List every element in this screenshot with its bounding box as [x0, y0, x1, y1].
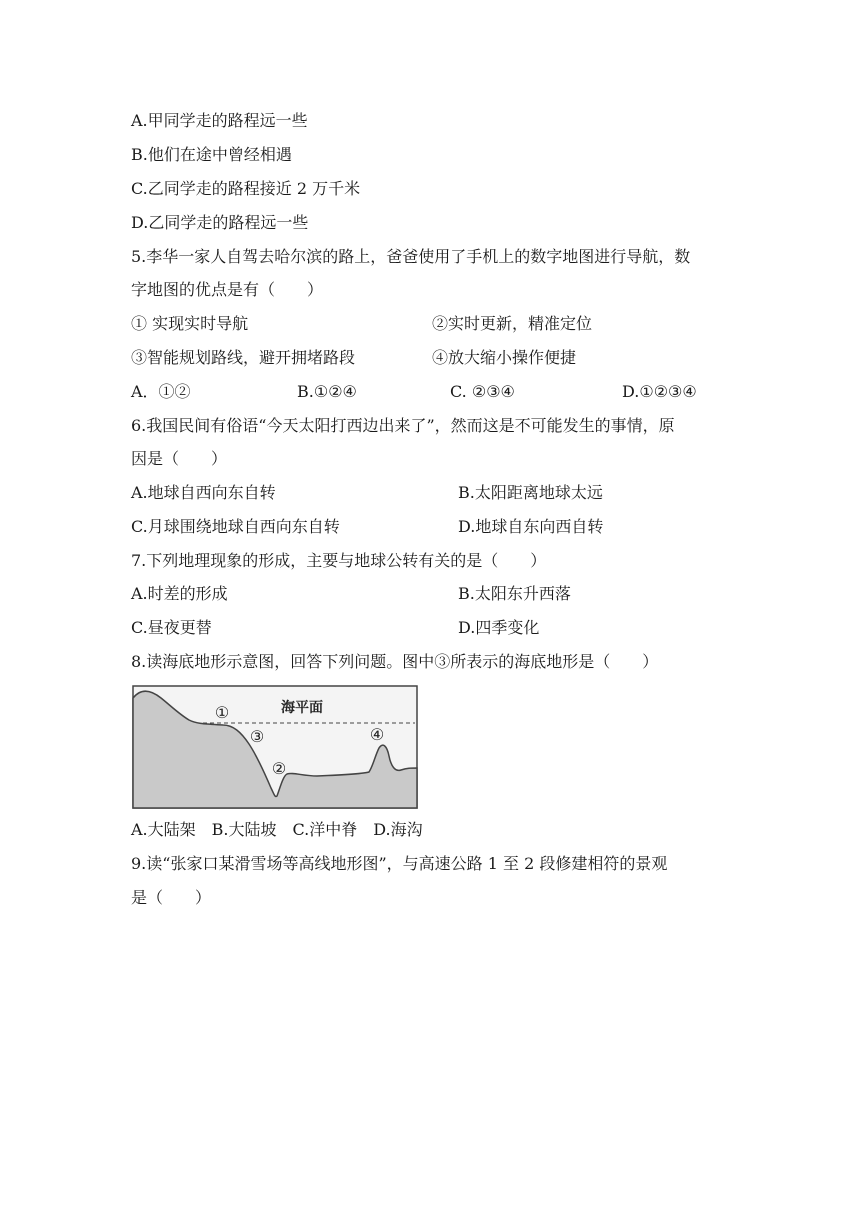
- q7-stem: 7.下列地理现象的形成，主要与地球公转有关的是（ ）: [131, 551, 547, 570]
- q6-stem-line2: 因是（ ）: [131, 449, 228, 468]
- seafloor-diagram: [131, 684, 431, 811]
- marker-2: ②: [271, 759, 287, 778]
- q6-option-a: A.地球自西向东自转: [131, 483, 276, 502]
- q5-stem-line1: 5.李华一家人自驾去哈尔滨的路上，爸爸使用了手机上的数字地图进行导航，数: [131, 247, 691, 266]
- q9-stem-line1: 9.读“张家口某滑雪场等高线地形图”，与高速公路 1 至 2 段修建相符的景观: [131, 854, 668, 873]
- q5-item-2: ②实时更新，精准定位: [432, 314, 593, 333]
- q4-option-a: A.甲同学走的路程远一些: [131, 111, 308, 130]
- q8-stem: 8.读海底地形示意图，回答下列问题。图中③所表示的海底地形是（ ）: [131, 652, 659, 671]
- q5-item-4: ④放大缩小操作便捷: [432, 348, 577, 367]
- q5-option-b: B.①②④: [297, 382, 357, 401]
- q5-item-1: ① 实现实时导航: [131, 314, 249, 333]
- q5-option-d: D.①②③④: [622, 382, 697, 401]
- marker-1: ①: [214, 703, 230, 722]
- marker-4: ④: [369, 725, 385, 744]
- q5-option-a: A．①②: [131, 382, 191, 401]
- q9-stem-line2: 是（ ）: [131, 888, 212, 907]
- q5-stem-line2: 字地图的优点是有（ ）: [131, 280, 324, 299]
- q4-option-c: C.乙同学走的路程接近 2 万千米: [131, 179, 361, 198]
- q4-option-d: D.乙同学走的路程远一些: [131, 213, 309, 232]
- q7-option-a: A.时差的形成: [131, 584, 228, 603]
- q5-option-c: C. ②③④: [450, 382, 515, 401]
- q6-option-d: D.地球自东向西自转: [458, 517, 604, 536]
- q7-option-b: B.太阳东升西落: [458, 584, 571, 603]
- marker-3: ③: [249, 727, 265, 746]
- q6-option-c: C.月球围绕地球自西向东自转: [131, 517, 340, 536]
- q7-option-c: C.昼夜更替: [131, 618, 212, 637]
- q4-option-b: B.他们在途中曾经相遇: [131, 145, 292, 164]
- q7-option-d: D.四季变化: [458, 618, 540, 637]
- q8-options: A.大陆架 B.大陆坡 C.洋中脊 D.海沟: [131, 820, 423, 839]
- q6-stem-line1: 6.我国民间有俗语“今天太阳打西边出来了”，然而这是不可能发生的事情，原: [131, 416, 675, 435]
- q5-item-3: ③智能规划路线，避开拥堵路段: [131, 348, 356, 367]
- sea-level-label: 海平面: [281, 700, 323, 716]
- q6-option-b: B.太阳距离地球太远: [458, 483, 603, 502]
